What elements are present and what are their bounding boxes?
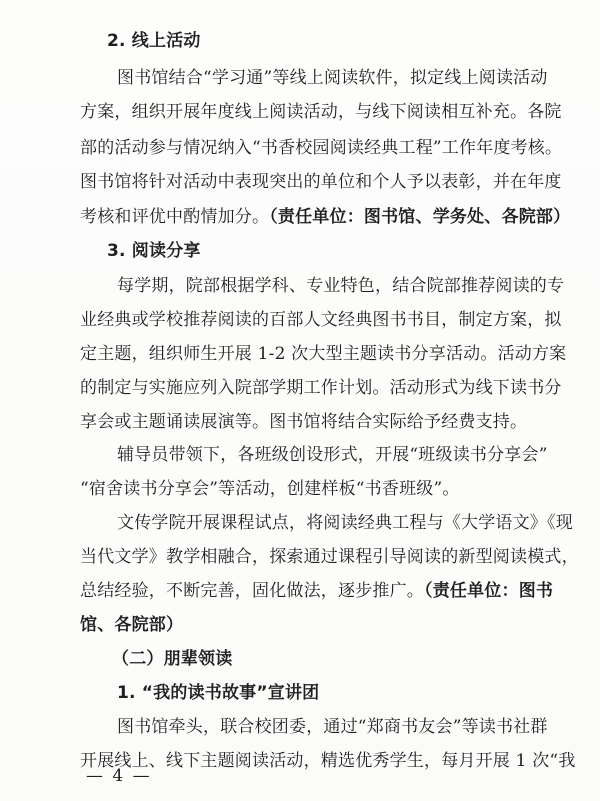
- heading-peer-reading: （二）朋辈领读: [112, 649, 233, 669]
- paragraph-online-line-1: 图书馆结合“学习通”等线上阅读软件，拟定线上阅读活动: [117, 68, 548, 88]
- paragraph-story-line-1: 图书馆牵头，联合校团委，通过“郑商书友会”等读书社群: [117, 717, 548, 737]
- paragraph-counselor-line-1: 辅导员带领下，各班级创设形式，开展“班级读书分享会”: [117, 445, 548, 465]
- heading-reading-story: 1. “我的读书故事”宣讲团: [117, 683, 320, 703]
- paragraph-share-line-1: 每学期，院部根据学科、专业特色，结合院部推荐阅读的专: [117, 276, 565, 296]
- paragraph-share-line-2: 业经典或学校推荐阅读的百部人文经典图书书目，制定方案，拟: [80, 310, 562, 330]
- paragraph-wenchuan-line-2: 当代文学》教学相融合，探索通过课程引导阅读的新型阅读模式，: [80, 547, 579, 567]
- paragraph-story-line-2: 开展线上、线下主题阅读活动，精选优秀学生，每月开展 1 次“我: [80, 751, 576, 771]
- heading-online-activities: 2. 线上活动: [107, 31, 201, 51]
- paragraph-online-line-5-text: 考核和评优中酌情加分。: [80, 207, 270, 227]
- paragraph-share-line-3: 定主题，组织师生开展 1-2 次大型主题读书分享活动。活动方案: [80, 344, 567, 364]
- responsible-units-wenchuan-part-2: 馆、各院部）: [80, 615, 184, 635]
- heading-reading-share: 3. 阅读分享: [107, 241, 201, 261]
- paragraph-wenchuan-line-1: 文传学院开展课程试点，将阅读经典工程与《大学语文》《现: [117, 513, 573, 533]
- responsible-units-wenchuan-part-1: （责任单位：图书: [424, 581, 554, 601]
- paragraph-online-line-5: [0, 206, 600, 228]
- paragraph-wenchuan-line-3: [0, 580, 600, 602]
- paragraph-online-line-4: 图书馆将针对活动中表现突出的单位和个人予以表彰，并在年度: [80, 172, 562, 192]
- paragraph-share-line-4: 的制定与实施应列入院部学期工作计划。活动形式为线下读书分: [80, 378, 562, 398]
- paragraph-online-line-2: 方案，组织开展年度线上阅读活动，与线下阅读相互补充。各院: [80, 102, 562, 122]
- paragraph-wenchuan-line-3-text: 总结经验，不断完善，固化做法，逐步推广。: [80, 581, 424, 601]
- responsible-units-online: （责任单位：图书馆、学务处、各院部）: [269, 207, 571, 227]
- paragraph-share-line-5: 享会或主题诵读展演等。图书馆将结合实际给予经费支持。: [80, 412, 528, 432]
- paragraph-counselor-line-2: “宿舍读书分享会”等活动，创建样板“书香班级”。: [80, 479, 460, 499]
- page-number: — 4 —: [86, 766, 152, 786]
- paragraph-online-line-3: 部的活动参与情况纳入“书香校园阅读经典工程”工作年度考核。: [80, 138, 563, 158]
